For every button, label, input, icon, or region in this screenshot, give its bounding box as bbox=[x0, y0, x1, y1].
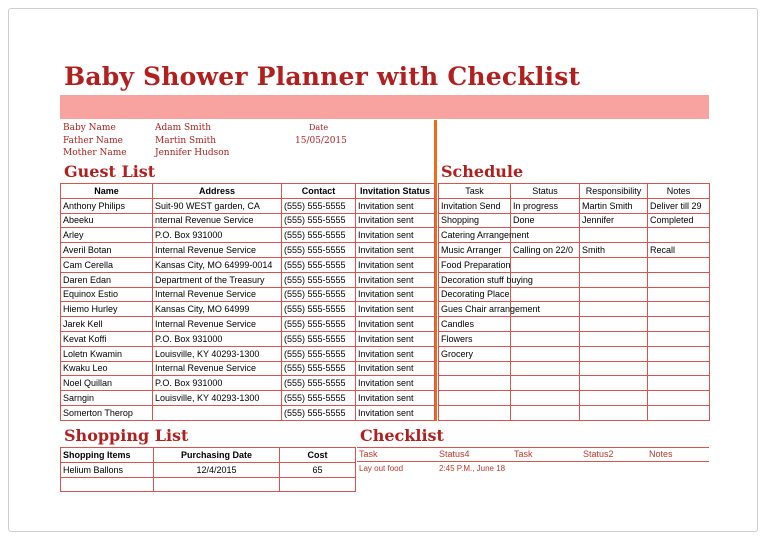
checklist-top-rule bbox=[357, 447, 709, 448]
guest-name-cell[interactable]: Arley bbox=[61, 228, 153, 243]
schedule-status-cell[interactable] bbox=[511, 376, 580, 391]
schedule-notes-cell[interactable] bbox=[648, 361, 710, 376]
schedule-notes-cell[interactable] bbox=[648, 257, 710, 272]
schedule-responsibility-cell[interactable] bbox=[580, 302, 648, 317]
schedule-row bbox=[439, 198, 710, 213]
schedule-row bbox=[439, 213, 710, 228]
schedule-responsibility-cell[interactable] bbox=[580, 228, 648, 243]
schedule-task-cell[interactable] bbox=[439, 361, 511, 376]
guest-contact-cell[interactable]: (555) 555-5555 bbox=[282, 405, 356, 420]
father-name-value: Martin Smith bbox=[155, 136, 217, 146]
schedule-notes-cell[interactable]: Completed bbox=[648, 213, 710, 228]
guest-name-cell[interactable]: Jarek Kell bbox=[61, 317, 153, 332]
guest-address-cell[interactable]: Internal Revenue Service bbox=[153, 361, 282, 376]
schedule-task-cell[interactable]: Music Arranger bbox=[439, 243, 511, 258]
guest-address-cell[interactable]: Louisville, KY 40293-1300 bbox=[153, 391, 282, 406]
guest-contact-cell[interactable]: (555) 555-5555 bbox=[282, 257, 356, 272]
guest-address-cell[interactable] bbox=[153, 405, 282, 420]
guest-name-cell[interactable]: Averil Botan bbox=[61, 243, 153, 258]
schedule-notes-cell[interactable] bbox=[648, 346, 710, 361]
guest-row bbox=[61, 228, 435, 243]
schedule-responsibility-cell[interactable] bbox=[580, 272, 648, 287]
shopping-list-heading: Shopping List bbox=[64, 426, 189, 445]
checklist-header-rule bbox=[357, 461, 709, 462]
guest-contact-cell[interactable]: (555) 555-5555 bbox=[282, 198, 356, 213]
guest-status-cell[interactable]: Invitation sent bbox=[356, 272, 435, 287]
schedule-header-row bbox=[439, 184, 710, 199]
schedule-task-cell[interactable]: Decoration stuff buying bbox=[439, 272, 511, 287]
schedule-status-cell[interactable] bbox=[511, 346, 580, 361]
guest-address-cell[interactable]: Internal Revenue Service bbox=[153, 243, 282, 258]
baby-name-label: Baby Name bbox=[63, 123, 116, 133]
schedule-row bbox=[439, 391, 710, 406]
checklist-col-task2: Task bbox=[514, 449, 533, 459]
schedule-task-cell[interactable]: Shopping bbox=[439, 213, 511, 228]
schedule-task-cell[interactable]: Grocery bbox=[439, 346, 511, 361]
guest-name-cell[interactable]: Daren Edan bbox=[61, 272, 153, 287]
schedule-col-notes[interactable]: Notes bbox=[648, 184, 710, 199]
guest-status-cell[interactable]: Invitation sent bbox=[356, 405, 435, 420]
schedule-status-cell[interactable]: Calling on 22/0 bbox=[511, 243, 580, 258]
guest-list-table bbox=[60, 183, 435, 421]
shopping-cost-cell[interactable]: 65 bbox=[280, 462, 356, 477]
schedule-row bbox=[439, 317, 710, 332]
guest-contact-cell[interactable]: (555) 555-5555 bbox=[282, 272, 356, 287]
schedule-row bbox=[439, 405, 710, 420]
schedule-task-cell[interactable] bbox=[439, 405, 511, 420]
checklist-row-task[interactable]: Lay out food bbox=[359, 464, 404, 473]
guest-col-name[interactable]: Name bbox=[61, 184, 153, 199]
checklist-col-status2: Status2 bbox=[583, 449, 614, 459]
schedule-responsibility-cell[interactable]: Smith bbox=[580, 243, 648, 258]
guest-name-cell[interactable]: Loletn Kwamin bbox=[61, 346, 153, 361]
guest-address-cell[interactable]: P.O. Box 931000 bbox=[153, 376, 282, 391]
schedule-task-cell[interactable]: Decorating Place bbox=[439, 287, 511, 302]
guest-status-cell[interactable]: Invitation sent bbox=[356, 331, 435, 346]
guest-status-cell[interactable]: Invitation sent bbox=[356, 302, 435, 317]
schedule-responsibility-cell[interactable] bbox=[580, 405, 648, 420]
checklist-heading: Checklist bbox=[360, 426, 444, 445]
schedule-col-task[interactable]: Task bbox=[439, 184, 511, 199]
guest-name-cell[interactable]: Hiemo Hurley bbox=[61, 302, 153, 317]
guest-contact-cell[interactable]: (555) 555-5555 bbox=[282, 376, 356, 391]
guest-contact-cell[interactable]: (555) 555-5555 bbox=[282, 228, 356, 243]
schedule-status-cell[interactable] bbox=[511, 391, 580, 406]
schedule-notes-cell[interactable] bbox=[648, 302, 710, 317]
shopping-col-date[interactable]: Purchasing Date bbox=[154, 448, 280, 463]
schedule-notes-cell[interactable] bbox=[648, 376, 710, 391]
shopping-cost-cell[interactable] bbox=[280, 477, 356, 492]
schedule-task-cell[interactable]: Food Preparation bbox=[439, 257, 511, 272]
guest-address-cell[interactable]: Kansas City, MO 64999-0014 bbox=[153, 257, 282, 272]
shopping-col-items[interactable]: Shopping Items bbox=[61, 448, 154, 463]
schedule-notes-cell[interactable] bbox=[648, 272, 710, 287]
schedule-row bbox=[439, 243, 710, 258]
schedule-table bbox=[438, 183, 710, 421]
checklist-col-task: Task bbox=[359, 449, 378, 459]
schedule-responsibility-cell[interactable] bbox=[580, 257, 648, 272]
schedule-status-cell[interactable] bbox=[511, 287, 580, 302]
mother-name-value: Jennifer Hudson bbox=[155, 148, 230, 158]
schedule-notes-cell[interactable] bbox=[648, 405, 710, 420]
schedule-responsibility-cell[interactable] bbox=[580, 346, 648, 361]
schedule-heading: Schedule bbox=[441, 162, 524, 181]
guest-header-row bbox=[61, 184, 435, 199]
guest-row bbox=[61, 331, 435, 346]
schedule-row bbox=[439, 272, 710, 287]
schedule-status-cell[interactable]: Done bbox=[511, 213, 580, 228]
checklist-row-status[interactable]: 2:45 P.M., June 18 bbox=[439, 464, 506, 473]
father-name-label: Father Name bbox=[63, 136, 124, 146]
guest-contact-cell[interactable]: (555) 555-5555 bbox=[282, 346, 356, 361]
schedule-responsibility-cell[interactable] bbox=[580, 287, 648, 302]
schedule-responsibility-cell[interactable] bbox=[580, 317, 648, 332]
guest-row bbox=[61, 198, 435, 213]
guest-row bbox=[61, 302, 435, 317]
guest-status-cell[interactable]: Invitation sent bbox=[356, 243, 435, 258]
schedule-task-cell[interactable]: Candles bbox=[439, 317, 511, 332]
schedule-status-cell[interactable] bbox=[511, 317, 580, 332]
guest-address-cell[interactable]: Internal Revenue Service bbox=[153, 287, 282, 302]
checklist-col-notes: Notes bbox=[649, 449, 673, 459]
schedule-task-cell[interactable]: Invitation Send bbox=[439, 198, 511, 213]
schedule-task-cell[interactable] bbox=[439, 376, 511, 391]
guest-row bbox=[61, 287, 435, 302]
schedule-row bbox=[439, 257, 710, 272]
guest-status-cell[interactable]: Invitation sent bbox=[356, 361, 435, 376]
schedule-status-cell[interactable] bbox=[511, 331, 580, 346]
guest-list-heading: Guest List bbox=[64, 162, 156, 181]
shopping-date-cell[interactable] bbox=[154, 477, 280, 492]
header-band bbox=[60, 95, 709, 119]
schedule-row bbox=[439, 361, 710, 376]
guest-address-cell[interactable]: Louisville, KY 40293-1300 bbox=[153, 346, 282, 361]
guest-row bbox=[61, 257, 435, 272]
shopping-item-cell[interactable] bbox=[61, 477, 154, 492]
guest-contact-cell[interactable]: (555) 555-5555 bbox=[282, 213, 356, 228]
guest-status-cell[interactable]: Invitation sent bbox=[356, 376, 435, 391]
date-label: Date bbox=[309, 123, 329, 132]
schedule-status-cell[interactable]: In progress bbox=[511, 198, 580, 213]
guest-status-cell[interactable]: Invitation sent bbox=[356, 346, 435, 361]
guest-row bbox=[61, 213, 435, 228]
guest-col-contact[interactable]: Contact bbox=[282, 184, 356, 199]
shopping-list-table bbox=[60, 447, 356, 492]
schedule-task-cell[interactable]: Catering Arrangement bbox=[439, 228, 511, 243]
guest-status-cell[interactable]: Invitation sent bbox=[356, 228, 435, 243]
guest-name-cell[interactable]: Equinox Estio bbox=[61, 287, 153, 302]
schedule-col-status[interactable]: Status bbox=[511, 184, 580, 199]
guest-name-cell[interactable]: Kwaku Leo bbox=[61, 361, 153, 376]
schedule-status-cell[interactable] bbox=[511, 257, 580, 272]
shopping-row bbox=[61, 477, 356, 492]
schedule-task-cell[interactable] bbox=[439, 391, 511, 406]
schedule-notes-cell[interactable] bbox=[648, 391, 710, 406]
guest-contact-cell[interactable]: (555) 555-5555 bbox=[282, 317, 356, 332]
guest-row bbox=[61, 376, 435, 391]
guest-name-cell[interactable]: Noel Quillan bbox=[61, 376, 153, 391]
guest-name-cell[interactable]: Cam Cerella bbox=[61, 257, 153, 272]
schedule-notes-cell[interactable] bbox=[648, 331, 710, 346]
checklist-col-status4: Status4 bbox=[439, 449, 470, 459]
schedule-responsibility-cell[interactable]: Jennifer bbox=[580, 213, 648, 228]
guest-row bbox=[61, 391, 435, 406]
guest-status-cell[interactable]: Invitation sent bbox=[356, 287, 435, 302]
shopping-col-cost[interactable]: Cost bbox=[280, 448, 356, 463]
guest-status-cell[interactable]: Invitation sent bbox=[356, 213, 435, 228]
schedule-notes-cell[interactable]: Recall bbox=[648, 243, 710, 258]
shopping-header-row bbox=[61, 448, 356, 463]
guest-contact-cell[interactable]: (555) 555-5555 bbox=[282, 302, 356, 317]
schedule-row bbox=[439, 346, 710, 361]
page-title: Baby Shower Planner with Checklist bbox=[64, 62, 581, 91]
schedule-status-cell[interactable] bbox=[511, 405, 580, 420]
guest-row bbox=[61, 243, 435, 258]
guest-contact-cell[interactable]: (555) 555-5555 bbox=[282, 331, 356, 346]
schedule-row bbox=[439, 228, 710, 243]
date-value: 15/05/2015 bbox=[295, 136, 347, 146]
guest-name-cell[interactable]: Anthony Philips bbox=[61, 198, 153, 213]
guest-row bbox=[61, 405, 435, 420]
guest-address-cell[interactable]: nternal Revenue Service bbox=[153, 213, 282, 228]
guest-address-cell[interactable]: Internal Revenue Service bbox=[153, 317, 282, 332]
schedule-notes-cell[interactable] bbox=[648, 317, 710, 332]
guest-status-cell[interactable]: Invitation sent bbox=[356, 391, 435, 406]
schedule-row bbox=[439, 287, 710, 302]
schedule-responsibility-cell[interactable] bbox=[580, 331, 648, 346]
guest-col-address[interactable]: Address bbox=[153, 184, 282, 199]
guest-status-cell[interactable]: Invitation sent bbox=[356, 317, 435, 332]
schedule-task-cell[interactable]: Gues Chair arrangement bbox=[439, 302, 511, 317]
guest-address-cell[interactable]: Kansas City, MO 64999 bbox=[153, 302, 282, 317]
guest-contact-cell[interactable]: (555) 555-5555 bbox=[282, 361, 356, 376]
guest-address-cell[interactable]: Department of the Treasury bbox=[153, 272, 282, 287]
guest-name-cell[interactable]: Somerton Therop bbox=[61, 405, 153, 420]
schedule-row bbox=[439, 376, 710, 391]
guest-row bbox=[61, 346, 435, 361]
guest-contact-cell[interactable]: (555) 555-5555 bbox=[282, 287, 356, 302]
guest-name-cell[interactable]: Kevat Koffi bbox=[61, 331, 153, 346]
schedule-row bbox=[439, 302, 710, 317]
baby-name-value: Adam Smith bbox=[155, 123, 212, 133]
guest-status-cell[interactable]: Invitation sent bbox=[356, 198, 435, 213]
shopping-item-cell[interactable]: Helium Ballons bbox=[61, 462, 154, 477]
guest-col-status[interactable]: Invitation Status bbox=[356, 184, 435, 199]
schedule-notes-cell[interactable] bbox=[648, 287, 710, 302]
guest-contact-cell[interactable]: (555) 555-5555 bbox=[282, 391, 356, 406]
guest-address-cell[interactable]: P.O. Box 931000 bbox=[153, 331, 282, 346]
schedule-responsibility-cell[interactable] bbox=[580, 376, 648, 391]
schedule-responsibility-cell[interactable] bbox=[580, 361, 648, 376]
schedule-task-cell[interactable]: Flowers bbox=[439, 331, 511, 346]
schedule-col-responsibility[interactable]: Responsibility bbox=[580, 184, 648, 199]
schedule-status-cell[interactable] bbox=[511, 361, 580, 376]
guest-contact-cell[interactable]: (555) 555-5555 bbox=[282, 243, 356, 258]
guest-address-cell[interactable]: Suit-90 WEST garden, CA bbox=[153, 198, 282, 213]
guest-name-cell[interactable]: Sarngin bbox=[61, 391, 153, 406]
guest-address-cell[interactable]: P.O. Box 931000 bbox=[153, 228, 282, 243]
mother-name-label: Mother Name bbox=[63, 148, 127, 158]
shopping-row bbox=[61, 462, 356, 477]
shopping-date-cell[interactable]: 12/4/2015 bbox=[154, 462, 280, 477]
guest-status-cell[interactable]: Invitation sent bbox=[356, 257, 435, 272]
guest-row bbox=[61, 361, 435, 376]
schedule-row bbox=[439, 331, 710, 346]
schedule-notes-cell[interactable]: Deliver till 29 bbox=[648, 198, 710, 213]
guest-row bbox=[61, 272, 435, 287]
schedule-notes-cell[interactable] bbox=[648, 228, 710, 243]
guest-name-cell[interactable]: Abeeku bbox=[61, 213, 153, 228]
schedule-responsibility-cell[interactable]: Martin Smith bbox=[580, 198, 648, 213]
schedule-responsibility-cell[interactable] bbox=[580, 391, 648, 406]
guest-row bbox=[61, 317, 435, 332]
